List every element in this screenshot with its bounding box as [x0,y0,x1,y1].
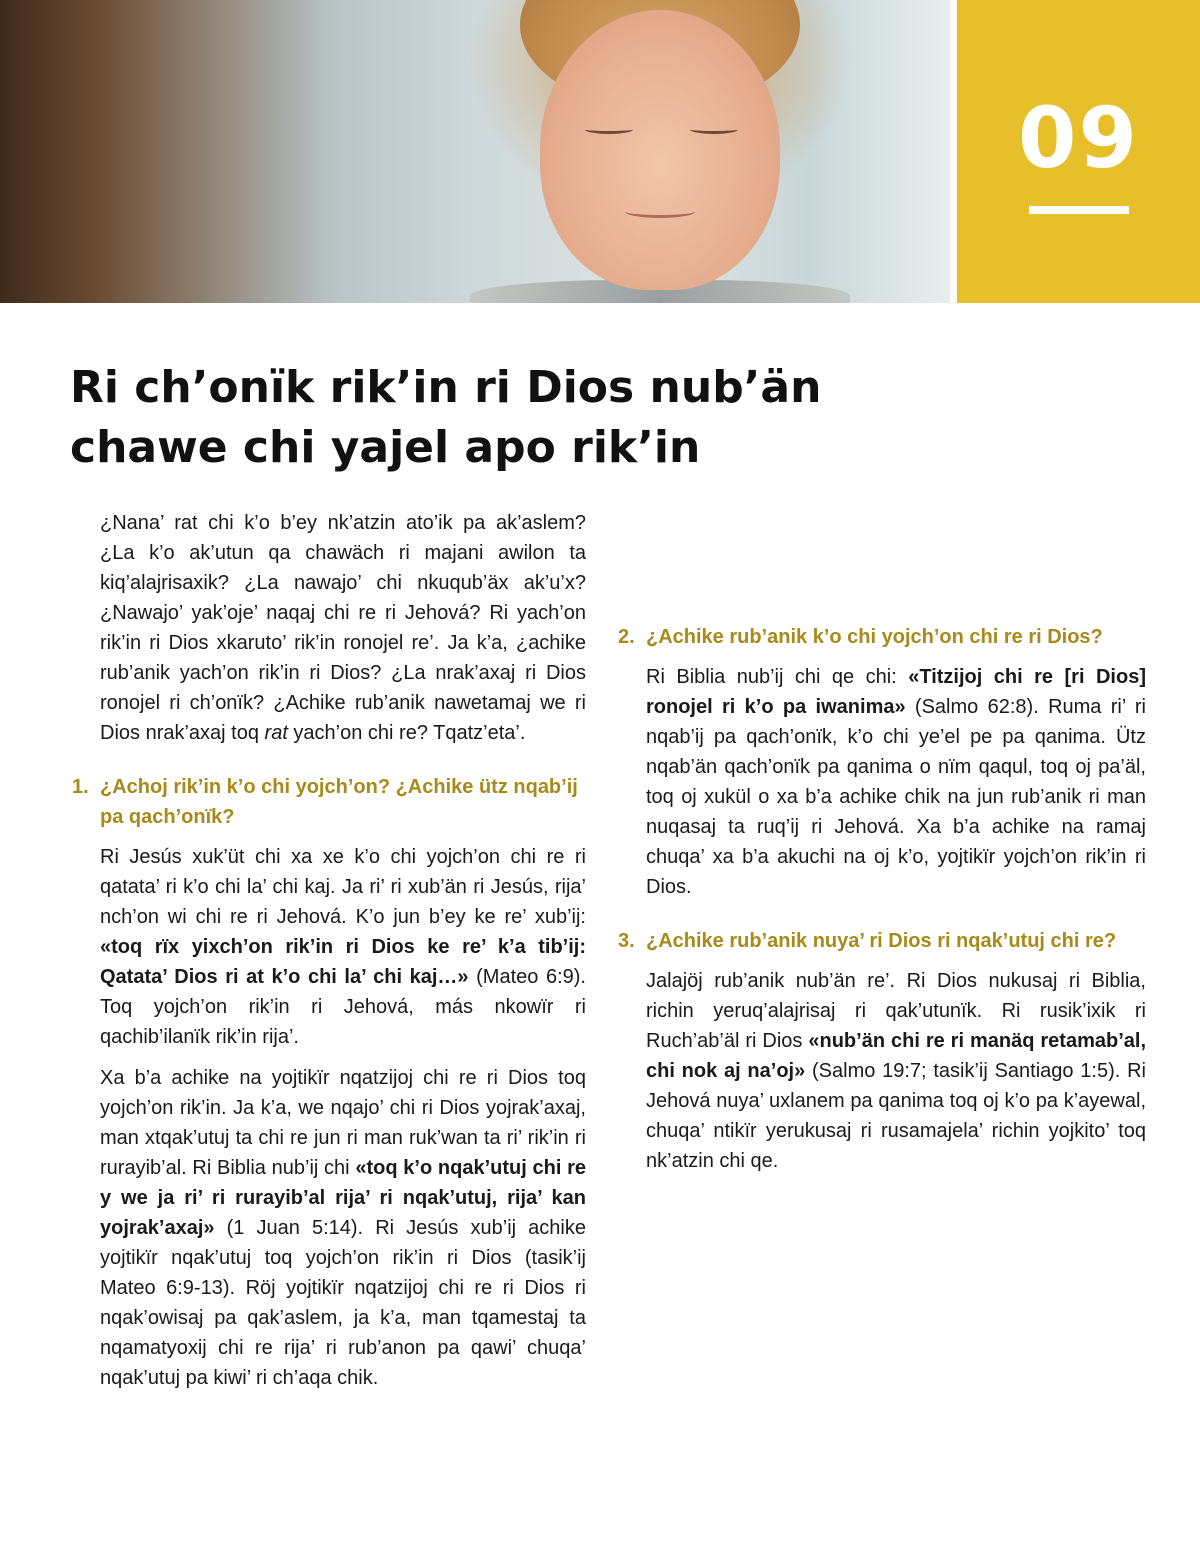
question-1-paragraph-1 [72,842,586,1052]
title-line-2: chawe chi yajel apo rik’in [70,422,701,473]
intro-text-b: yach’on chi re? Tqatz’eta’. [287,722,526,744]
intro-text-a: ¿Nana’ rat chi k’o b’ey nk’atzin ato’ik pa ak’aslem? ¿La k’o ak’utun qa chawäch ri majani awilon ta kiq’alajrisaxik? ¿La nawajo’ chi nkuqub’äx ak’u’x? ¿Nawajo’ yak’oje’ naqaj chi re ri Jehová? Ri yach’on rik’in ri Dios xkaruto’ rik’in ronojel re’. Ja k’a, ¿achike rub’anik yach’on rik’in ri Dios? ¿La nrak’axaj ri Dios ronojel ri ch’onïk? ¿Achike rub’anik nawetamaj we ri Dios nrak’axaj toq [100,512,586,744]
q2p1-text-b: (Salmo 62:8). Ruma ri’ ri nqab’ij pa qach’onïk, k’o chi ye’el pe pa qanima. Ütz nqab’än qach’onïk pa qanima o nïm qaqul, toq oj pa’äl, toq oj xukül o xa b’a achike chik na jun rub’anik ri man nuqasaj ta ruq’ij ri Jehová. Xa b’a achike na ramaj chuqa’ xa b’a akuchi na oj k’o, yojtikïr yojch’on rik’in ri Dios. [646,696,1146,898]
question-1-paragraph-2 [72,1063,586,1393]
q2p1-quote: «Titzijoj chi re [ri Dios] ronojel ri k’o pa iwanima» [646,666,1146,718]
question-3-number: 3. [618,930,635,952]
left-column [72,508,586,1404]
continued-text-spacer [618,506,1146,598]
intro-emphasis: rat [264,722,288,744]
question-3-paragraph-1 [618,966,1146,1176]
header-photo [0,0,950,303]
q1p1-text-b: (Mateo 6:9). Toq yojch’on rik’in ri Jehová, más nkowïr ri qachib’ilanïk rik’in rija’. [100,966,586,1048]
photo-mouth [625,205,695,218]
q1p2-quote: «toq k’o nqak’utuj chi re y we ja ri’ ri rurayib’al rija’ ri nqak’utuj, rija’ kan yojrak’axaj» [100,1157,586,1239]
question-2-number: 2. [618,626,635,648]
lesson-number: 09 [1018,89,1139,187]
lesson-number-underline [1029,206,1129,214]
question-3-text: ¿Achike rub’anik nuya’ ri Dios ri nqak’utuj chi re? [646,930,1117,952]
photo-eye-left [585,125,633,134]
q1p2-text-a: Xa b’a achike na yojtikïr nqatzijoj chi re ri Dios toq yojch’on rik’in. Ja k’a, we nqajo’ chi ri Dios yojrak’axaj, man xtqak’utuj ta chi re jun ri man ruk’wan ta ri’ rik’in ri rurayib’al. Ri Biblia nub’ij chi [100,1067,586,1179]
intro-paragraph [72,508,586,748]
q3p1-quote: «nub’än chi re ri manäq retamab’al, chi nok aj na’oj» [646,1030,1146,1082]
page-title [70,358,930,478]
question-2-heading [618,622,1146,652]
q2p1-text-a: Ri Biblia nub’ij chi qe chi: [646,666,909,688]
question-2-paragraph-1 [618,662,1146,902]
question-3-heading [618,926,1146,956]
question-1-number: 1. [72,776,89,798]
q1p2-text-b: (1 Juan 5:14). Ri Jesús xub’ij achike yojtikïr nqak’utuj toq yojch’on rik’in ri Dios (tasik’ij Mateo 6:9-13). Röj yojtikïr nqatzijoj chi re ri Dios ri nqak’owisaj pa qak’aslem, ja k’a, man tqamestaj ta nqamatyoxij chi re rija’ ri rub’anon pa qawi’ chuqa’ nqak’utuj pa kiwi’ ri ch’aqa chik. [100,1217,586,1389]
lesson-badge [957,0,1200,303]
right-column [618,506,1146,1187]
photo-face [540,10,780,290]
q3p1-text-a: Jalajöj rub’anik nub’än re’. Ri Dios nukusaj ri Biblia, richin yeruq’alajrisaj ri qak’utunïk. Ri rusik’ixik ri Ruch’ab’äl ri Dios [646,970,1146,1052]
question-2-text: ¿Achike rub’anik k’o chi yojch’on chi re ri Dios? [646,626,1103,648]
title-line-1: Ri ch’onïk rik’in ri Dios nub’än [70,362,822,413]
photo-eye-right [690,125,738,134]
question-1-text: ¿Achoj rik’in k’o chi yojch’on? ¿Achike ütz nqab’ij pa qach’onïk? [100,776,578,828]
q1p1-text-a: Ri Jesús xuk’üt chi xa xe k’o chi yojch’on chi re ri qatata’ ri k’o chi la’ chi kaj. Ja ri’ ri xub’än ri Jesús, rija’ nch’on wi chi re ri Jehová. K’o jun b’ey ke re’ xub’ij: [100,846,586,928]
question-1-heading [72,772,586,832]
q1p1-quote: «toq rïx yixch’on rik’in ri Dios ke re’ k’a tib’ij: Qatata’ Dios ri at k’o chi la’ chi kaj…» [100,936,586,988]
q3p1-text-b: (Salmo 19:7; tasik’ij Santiago 1:5). Ri Jehová nuya’ uxlanem pa qanima toq oj k’o pa k’ayewal, chuqa’ ntikïr yerukusaj ri rusamajela’ richin yojkito’ toq nk’atzin chi qe. [646,1060,1146,1172]
